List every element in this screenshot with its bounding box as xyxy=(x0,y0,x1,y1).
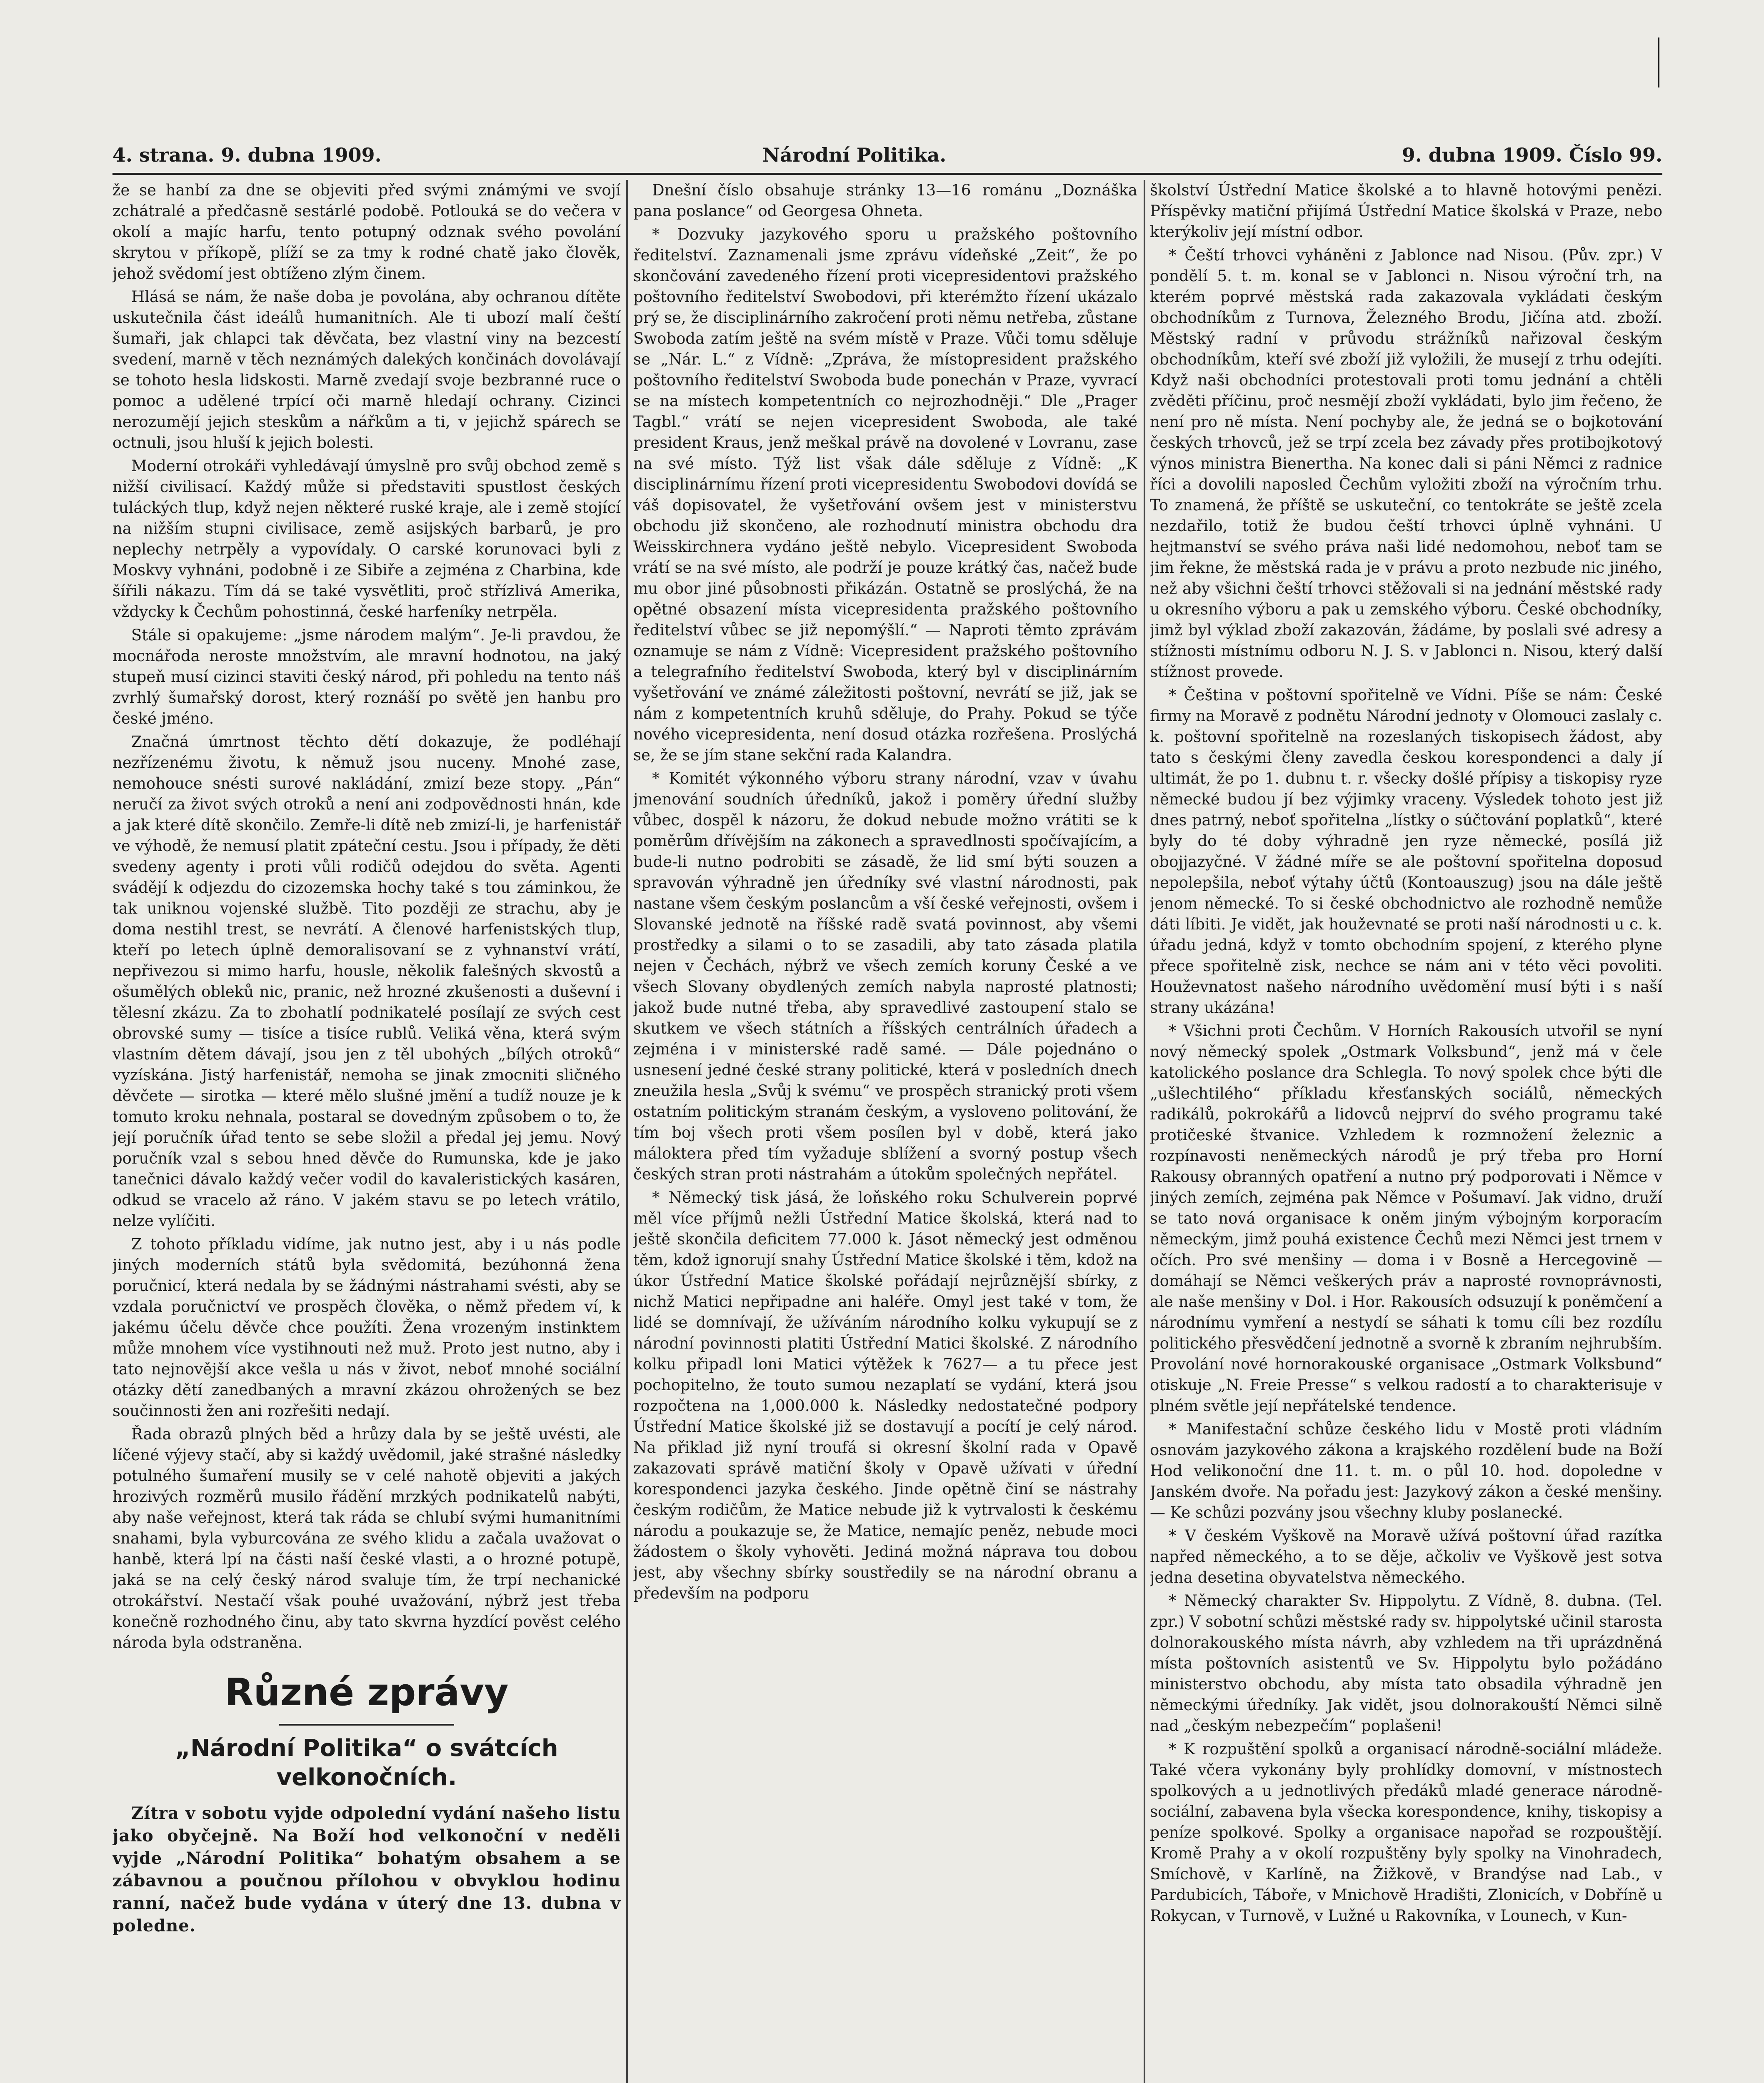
holiday-notice: Zítra v sobotu vyjde odpolední vydání našeho listu jako obyčejně. Na Boží hod velkonoční v neděli vyjde „Národní Politika“ bohatým obsahem a se zábavnou a poučnou přílohou v obvyklou hodinu ranní, načež bude vydána v úterý dne 13. dubna v poledne. xyxy=(112,1803,621,1936)
column-divider xyxy=(1144,180,1145,2083)
paragraph: * K rozpuštění spolků a organisací národně-sociální mládeže. Také včera vykonány byly prohlídky domovní, v místnostech spolkových a u jednotlivých předáků mladé generace národně-sociální, zabavena byla všecka korespondence, knihy, tiskopisy a peníze spolkové. Spolky a organisace napořad se rozpouštějí. Kromě Prahy a v okolí rozpuštěny byly spolky na Vinohradech, Smíchově, v Karlíně, na Žižkově, v Brandýse nad Lab., v Pardubicích, Táboře, v Mnichově Hradišti, Zlonicích, v Dobříně u Rokycan, v Turnově, v Lužné u Rakovníka, v Lounech, v Kun- xyxy=(1150,1740,1662,1925)
page-label: 4. strana. 9. dubna 1909. xyxy=(112,144,382,166)
column-3 xyxy=(1150,180,1662,2083)
paragraph: * Komitét výkonného výboru strany národní, vzav v úvahu jmenování soudních úředníků, jakož i poměry úřední služby vůbec, dospěl k názoru, že dokud nebude možno vrátiti se k poměrům dřívějším na zákonech a spravedlnosti spočívajícím, a bude-li nutno podrobiti se zásadě, že lid smí býti souzen a spravován výhradně jen úředníky své vlastní národnosti, pak nastane všem českým poslancům a vší české veřejnosti, ovšem i Slovanské jednotě na říšské radě svatá povinnost, aby všemi prostředky a silami o to se zasadili, aby tato zásada platila nejen v Čechách, nýbrž ve všech zemích koruny České a ve všech Slovany obydlených zemích nabyla naprosté platnosti; jakož bude nutné třeba, aby spravedlivé zastoupení stalo se skutkem ve všech státních a říšských centrálních úřadech a zejména i v ministerské radě samé. — Dále pojednáno o usnesení jedné české strany politické, která v posledních dnech zneužila hesla „Svůj k svému“ ve prospěch stranický proti všem ostatním politickým stranám českým, a vysloveno politování, že tím boj všech proti všem posílen byl v době, která jako máloktera před tím vyžaduje sblížení a svorný postup všech českých stran proti nástrahám a útokům společných nepřátel. xyxy=(633,769,1137,1183)
newspaper-title: Národní Politika. xyxy=(762,144,947,166)
paragraph: * Manifestační schůze českého lidu v Mostě proti vládním osnovám jazykového zákona a krajského rozdělení bude na Boží Hod velikonoční dne 11. t. m. o půl 10. hod. dopoledne v Janském dvoře. Na pořadu jest: Jazykový zákon a české menšiny. — Ke schůzi pozvány jsou všechny kluby poslanecké. xyxy=(1150,1420,1662,1521)
section-headline: Různé zprávy xyxy=(225,1671,509,1714)
page-header xyxy=(112,144,1662,177)
header-rule xyxy=(112,173,1662,175)
paragraph: * Německý tisk jásá, že loňského roku Schulverein poprvé měl více příjmů nežli Ústřední Matice školská, která nad to ještě skončila deficitem 77.000 k. Jásot německý jest odměnou těm, kdož ignorují snahy Ústřední Matice školské i těm, kdož na úkor Ústřední Matice školské pořádají nejrůznější sbírky, z nichž Matici nepřipadne ani haléře. Omyl jest také v tom, že lidé se domnívají, že užíváním národního kolku vykupují se z národní povinnosti platiti Ústřední Matici školské. Z národního kolku připadl loni Matici výtěžek k 7627— a tu přece jest pochopitelno, že touto sumou nezaplatí se vydání, která jsou rozpočtena na 1,000.000 k. Následky nedostatečné podpory Ústřední Matice školské již se dostavují a pocítí je celý národ. Na přiklad již nyní troufá si okresní školní rada v Opavě zakazovati správě matiční školy v Opavě užívati v úřední korespondenci jazyka českého. Jinde opětně činí se nástrahy českým rodičům, že Matice nebude již k vytrvalosti k českému národu a poukazuje se, že Matice, nemajíc peněz, nebude moci žádostem o školy vyhověti. Jediná možná náprava tou dobou jest, aby všechny sbírky soustředily se na národní obranu a především na podporu xyxy=(633,1189,1137,1602)
column-2 xyxy=(633,180,1137,2083)
paragraph: Stále si opakujeme: „jsme národem malým“. Je-li pravdou, že mocnářoda neroste množstvím, ale mravní hodnotou, na jaký stupeň musí cizinci staviti český národ, při pohledu na tento náš zvrhlý šumařský dorost, který roznáší po světě jen hanbu pro české jméno. xyxy=(112,626,621,727)
paragraph: * Dozvuky jazykového sporu u pražského poštovního ředitelství. Zaznamenali jsme zprávu vídeňské „Zeit“, že po skončování zavedeného řízení proti vicepresidentovi pražského poštovního ředitelství Swobodovi, při kterémžto řízení ukázalo prý se, že disciplinárního zakročení proti němu netřeba, zůstane Swoboda zatím ještě na svém místě v Praze. Vůči tomu sděluje se „Nár. L.“ z Vídně: „Zpráva, že místopresident pražského poštovního ředitelství Swoboda bude ponechán v Praze, vyvrací se na místech kompetentních co nejrozhodněji.“ Dle „Prager Tagbl.“ vrátí se nejen vicepresident Swoboda, ale také president Kraus, jenž meškal právě na dovolené v Lovranu, zase na své místo. Týž list však dále sděluje z Vídně: „K disciplinárnímu řízení proti vicepresidentu Swobodovi dovídá se váš dopisovatel, že vyšetřování ovšem jest v ministerstvu obchodu již skončeno, ale rozhodnutí ministra obchodu dra Weisskirchnera vydáno ještě nebylo. Vicepresident Swoboda vrátí se na své místo, ale podrží je pouze krátký čas, načež bude mu obor jiné působnosti přikázán. Ostatně se proslýchá, že na opětné obsazení místa vicepresidenta pražského poštovního ředitelství vůbec se již nepomýšlí.“ — Naproti těmto zprávám oznamuje se nám z Vídně: Vicepresident pražského poštovního a telegrafního ředitelství Swoboda, který byl v disciplinárním vyšetřování ve známé záležitosti poštovní, nevrátí se již, jak se nám z kompetentních kruhů sděluje, do Prahy. Pokud se týče nového vicepresidenta, není dosud otázka rozřešena. Proslýchá se, že se jím stane sekční rada Kalandra. xyxy=(633,225,1137,764)
column-divider xyxy=(626,180,628,2083)
paragraph: Z tohoto příkladu vidíme, jak nutno jest, aby i u nás podle jiných moderních států byla svědomitá, bezúhonná žena poručnicí, která nedala by se žádnými nástrahami svésti, aby se vzdala poručnictví ve prospěch člověka, o němž předem ví, k jakému účelu děvče chce použíti. Žena vrozeným instinktem může mnohem více vystihnouti než muž. Proto jest nutno, aby i tato nejnovější akce vešla u nás v život, neboť mnohé sociální otázky dětí zanedbaných a mravní zkázou ohrožených se bez součinnosti žen ani rozřešiti nedají. xyxy=(112,1235,621,1420)
paragraph: * Čeština v poštovní spořitelně ve Vídni. Píše se nám: České firmy na Moravě z podnětu Národní jednoty v Olomouci zaslaly c. k. poštovní spořitelně na rozeslaných tiskopisech žádost, aby tato s českými členy zavedla českou korespondenci a daly jí ultimát, že po 1. dubnu t. r. všecky došlé přípisy a tiskopisy ryze německé budou jí bez výjimky vraceny. Výsledek tohoto jest již dnes patrný, neboť spořitelna „lístky o súčtování poplatků“, které byly do té doby výhradně jen ryze německé, posílá již obojjazyčné. V žádné míře se ale poštovní spořitelna doposud nepolepšila, neboť výtahy účtů (Kontoauszug) jsou na dále ještě jenom německé. To si české obchodnictvo ale rozhodně nemůže dáti líbiti. Je vidět, jak houževnaté se proti naší národnosti u c. k. úřadu jedná, když v tomto obchodním spojení, z kterého plyne přece spořitelně zisk, nechce se nám ani v této věci povoliti. Houževnatost našeho národního uvědomění musí býti i s naší strany ukázána! xyxy=(1150,686,1662,1017)
paragraph: školství Ústřední Matice školské a to hlavně hotovými penězi. Příspěvky matiční přijímá Ústřední Matice školská v Praze, nebo kterýkoliv její místní odbor. xyxy=(1150,181,1662,241)
paragraph: Značná úmrtnost těchto dětí dokazuje, že podléhají nezřízenému životu, k němuž jsou nuceny. Mnohé zase, nemohouce snésti surové nakládání, zmizí beze stopy. „Pán“ neručí za život svých otroků a není ani zodpovědnosti hnán, kde a jak které dítě skončilo. Zemře-li dítě neb zmizí-li, je harfenistář ve výhodě, že nemusí platit zpáteční cestu. Jsou i případy, že děti svedeny agenty i proti vůli rodičů odejdou do světa. Agenti svádějí k odjezdu do cizozemska hochy také s tou záminkou, že tak uniknou vojenské službě. Tito později ze strachu, aby je doma nestihl trest, se nevrátí. A členové harfenistských tlup, kteří po letech úplně demoralisovaní se z vyhnanství vrátí, nepřivezou si mimo harfu, housle, několik falešných skvostů a ošumělých obleků nic, pranic, než hrozné zkušenosti a duševní i tělesní zkázu. Za to zbohatlí podnikatelé posílají ze svých cest obrovské sumy — tisíce a tisíce rublů. Veliká věna, která svým vlastním dětem dávají, jsou jen z těl ubohých „bílých otroků“ vyzískána. Jistý harfenistář, nemoha se jinak zmocniti sličného děvčete — sirotka — které mělo slušné jmění a tudíž nouze je k tomuto kroku nehnala, postaral se dovedným způsobem o to, že její poručník úřad tento se sebe složil a předal jej jemu. Nový poručník vzal s sebou hned děvče do Rumunska, kde je jako tanečnici dávalo každý večer vodil do kavaleristických kasáren, odkud se vracelo až ráno. V jakém stavu se po letech vrátilo, nelze vylíčiti. xyxy=(112,733,621,1230)
paragraph: Hlásá se nám, že naše doba je povolána, aby ochranou dítěte uskutečnila část ideálů humanitních. Ale ti ubozí malí čeští šumaři, jak chlapci tak děvčata, bez vlastní viny na bezcestí svedení, marně v těch neznámých dalekých končinách dovolávají se tohoto hesla lidskosti. Marně zvedají svoje bezbranné ruce o pomoc a udělené trpící oči marně hledají ochrany. Cizinci nerozumějí jejich steskům a nářkům a ti, v jejichž spárech se octnuli, jsou hluší k jejich bolesti. xyxy=(112,288,621,452)
paragraph: * Čeští trhovci vyháněni z Jablonce nad Nisou. (Pův. zpr.) V pondělí 5. t. m. konal se v Jablonci n. Nisou výroční trh, na kterém poprvé městská rada zakazovala vykládati českým obchodníkům z Turnova, Železného Brodu, Jičína atd. zboží. Městský radní v průvodu strážníků nařizoval českým obchodníkům, kteří své zboží již vyložili, že musejí z trhu odejíti. Když naši obchodníci protestovali proti tomu jednání a chtěli zvěděti příčinu, proč nesmějí zboží vykládati, bylo jim řečeno, že není pro ně místa. Není pochyby ale, že jedná se o bojkotování českých trhovců, jež se trpí zcela bez závady přes protibojkotový výnos ministra Bienertha. Na konec dali si páni Němci z radnice říci a dovolili naposled Čechům vyložiti zboží na výročním trhu. To znamená, že příště se uskuteční, co tentokráte se ještě zcela nezdařilo, totiž že budou čeští trhovci úplně vyhnáni. U hejtmanství se svého práva naši lidé nedomohou, neboť tam se jim řekne, že městská rada je v právu a proto nezbude nic jiného, než aby všichni čeští trhovci stěžovali si na jednání městské rady u okresního výboru a pak u zemského výboru. České obchodníky, jimž byl výklad zboží zakazován, žádáme, by poslali své adresy a stížnosti místnímu odboru N. J. S. v Jablonci n. Nisou, který další stížnost provede. xyxy=(1150,246,1662,681)
paragraph: Dnešní číslo obsahuje stránky 13—16 románu „Doznáška pana poslance“ od Georgesa Ohneta. xyxy=(633,181,1137,220)
paragraph: Moderní otrokáři vyhledávají úmyslně pro svůj obchod země s nižší civilisací. Každý může si představiti spustlost českých tuláckých tlup, když nejen některé ruské kraje, ale i země stojící na nižším stupni civilisace, země asijských barbarů, je pro neplechy netrpěly a vypovídaly. O carské korunovaci byli z Moskvy vyhnáni, podobně i ze Sibiře a zejména z Charbina, kde šířili nákazu. Tím dá se také vysvětliti, proč střízlivá Amerika, vždycky k Čechům pohostinná, české harfeníky netrpěla. xyxy=(112,457,621,621)
notice-heading: „Národní Politika“ o svátcích velkonočních. xyxy=(175,1735,558,1791)
paragraph: * Německý charakter Sv. Hippolytu. Z Vídně, 8. dubna. (Tel. zpr.) V sobotní schůzi městské rady sv. hippolytské učinil starosta dolnorakouského místa návrh, aby vzhledem na tři uprázdněná místa poštovních asistentů ve Sv. Hippolytu bylo požádáno ministerstvo obchodu, aby místa tato obsadila výhradně jen německými úředníky. Jak vidět, jsou dolnorakouští Němci silně nad „českým nebezpečím“ poplašeni! xyxy=(1150,1592,1662,1735)
paragraph: že se hanbí za dne se objeviti před svými známými ve svojí zchátralé a předčasně sestárlé podobě. Potlouká se do večera v okolí a majíc harfu, tento potupný odznak svého povolání skrytou v příkopě, plíží se za tmy k rodné chatě jako člověk, jehož svědomí jest obtíženo zlým činem. xyxy=(112,181,621,282)
paragraph: * V českém Vyškově na Moravě užívá poštovní úřad razítka napřed německého, a to se děje, ačkoliv ve Vyškově jest sotva jedna desetina obyvatelstva německého. xyxy=(1150,1527,1662,1586)
headline-rule xyxy=(279,1724,454,1726)
column-1 xyxy=(112,180,621,2083)
paper-scratch xyxy=(1658,37,1659,87)
paragraph: * Všichni proti Čechům. V Horních Rakousích utvořil se nyní nový německý spolek „Ostmark Volksbund“, jenž má v čele katolického poslance dra Schlegla. To nový spolek chce býti dle „ušlechtilého“ příkladu křesťanských sociálů, německých radikálů, pokrokářů a lidovců nejprví do svého programu také protičeské štvanice. Vzhledem k rozmnožení železnic a rozpínavosti neněmeckých národů je prý třeba pro Horní Rakousy obranných opatření a nutno prý podporovati i Němce v jiných zemích, zejména pak Němce v Pošumaví. Jak vidno, druží se tato nová organisace k oněm jiným výbojným korporacím německým, jimž pouhá existence Čechů mezi Němci jest trnem v očích. Pro své menšiny — doma i v Bosně a Hercegovině — domáhají se Němci veškerých práv a naprosté rovnoprávnosti, ale naše menšiny v Dol. i Hor. Rakousích odsuzují k poněmčení a národnímu vymření a nestydí se sáhati k tomu cíli bez rozdílu politického přesvědčení jednotně a svorně k zbraním nejhrubším. Provolání nové hornorakouské organisace „Ostmark Volksbund“ otiskuje „N. Freie Presse“ s velkou radostí a to charakterisuje v plném světle její nepřátelské tendence. xyxy=(1150,1022,1662,1415)
paragraph: Řada obrazů plných běd a hrůzy dala by se ještě uvésti, ale líčené výjevy stačí, aby si každý uvědomil, jaké strašné následky potulného šumaření musily se v celé nahotě objeviti a jakých hrozivých rozměrů musilo řádění mrzkých podnikatelů nabýti, aby naše veřejnost, která tak ráda se chlubí svými humanitními snahami, byla vyburcována ze svého klidu a začala uvažovat o hanbě, která lpí na části naší české vlasti, a o hrozné potupě, jaká se na celý český národ svaluje tím, že trpí nechanické otrokářství. Nestačí však pouhé uvažování, nýbrž jest třeba konečně rozhodného činu, aby tato skvrna hyzdící pověst celého národa byla odstraněna. xyxy=(112,1425,621,1651)
issue-label: 9. dubna 1909. Číslo 99. xyxy=(1402,144,1662,166)
